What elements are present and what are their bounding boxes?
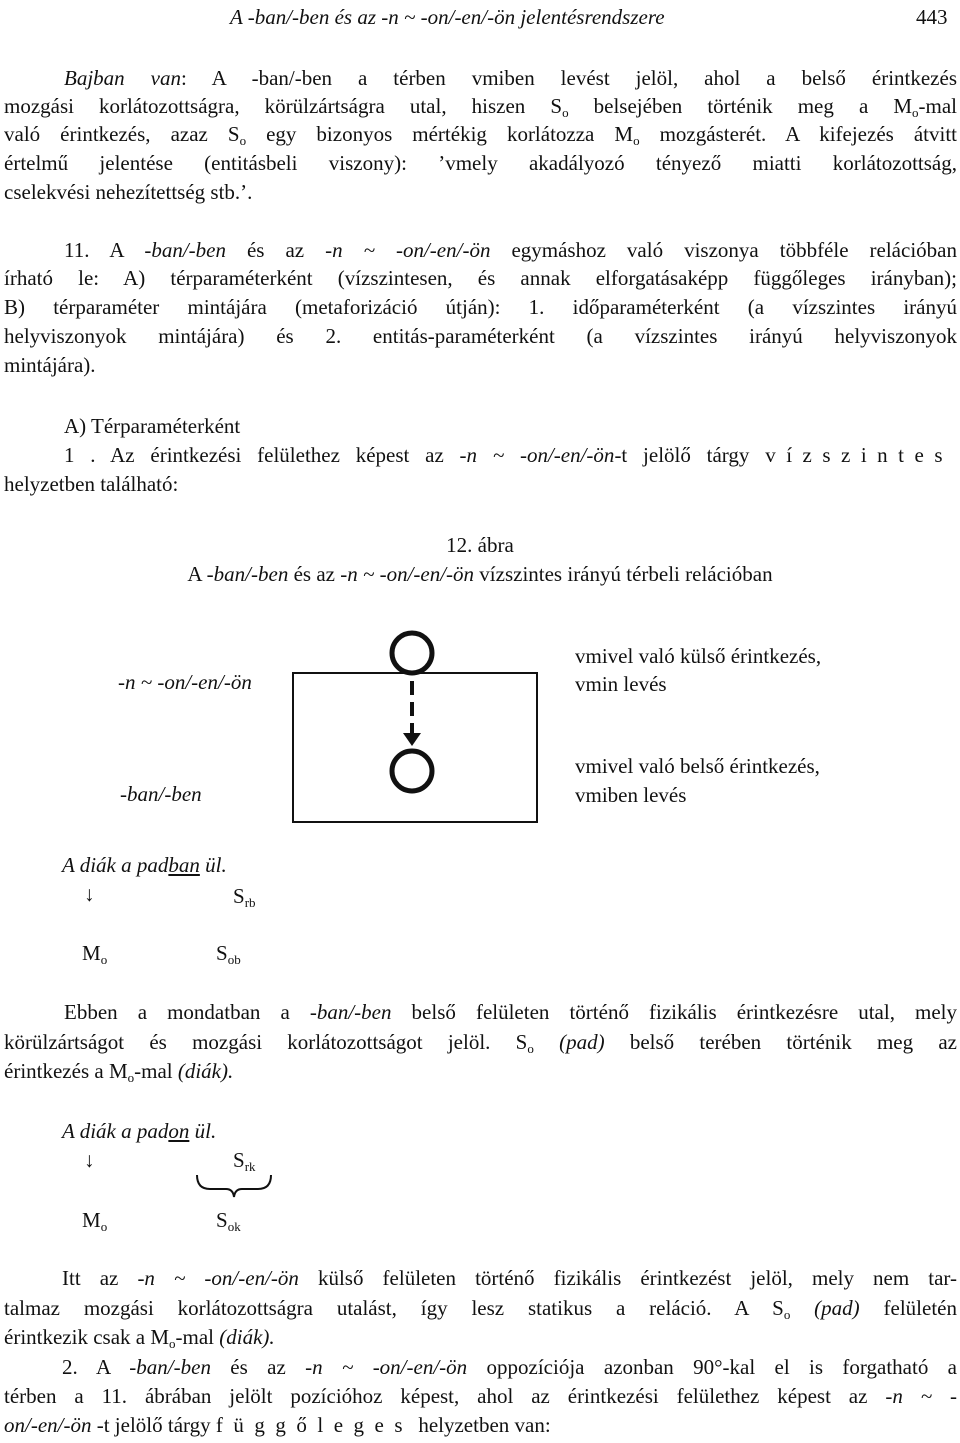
p2-line-2: írható le: A) térparaméterként (vízszintesen, és annak elforgatásaképp függőleges irányban); <box>4 266 957 290</box>
arrowhead <box>403 733 421 746</box>
label-n-suffix: -n ~ -on/-en/-ön <box>118 670 252 694</box>
outer-object-circle <box>392 633 432 673</box>
p3-line-1: Ebben a mondatban a -ban/-ben belső felületen történő fizikális érintkezésre utal, mely <box>64 1000 957 1024</box>
example1-sentence: A diák a padban ül. <box>62 853 227 877</box>
p4-line-3: érintkezik csak a $M_o$-mal (diák). <box>4 1325 275 1351</box>
example2-arrow: ↓ <box>84 1148 95 1172</box>
p3-line-2: körülzártságot és mozgási korlátozottságot jelöl. $S_o$ (pad) belső terében történik meg az <box>4 1030 957 1056</box>
example2-sentence: A diák a padon ül. <box>62 1119 217 1143</box>
label-external-contact: vmivel való külső érintkezés, vmin levés <box>575 644 822 696</box>
figure-number: 12. ábra <box>446 533 514 557</box>
surface-box <box>293 673 537 822</box>
brace-shape <box>197 1175 271 1197</box>
example1-m-o: $M_o$ <box>82 941 108 967</box>
p3-line-3: érintkezés a $M_o$-mal (diák). <box>4 1059 234 1085</box>
example1-s-rb: $S_{rb}$ <box>233 884 256 910</box>
p2-line-4: helyviszonyok mintájára) és 2. entitás-paraméterként (a vízszintes irányú helyviszonyok <box>4 324 957 348</box>
p2-line-1: 11. A -ban/-ben és az -n ~ -on/-en/-ön egymáshoz való viszonya többféle relációban <box>64 238 957 262</box>
section-line-2: helyzetben található: <box>4 472 179 496</box>
label-internal-contact: vmivel való belső érintkezés, vmiben levés <box>575 754 820 807</box>
p1-line-4: értelmű jelentése (entitásbeli viszony): ’vmely akadályozó tényező miatti korlátozottság, <box>4 151 957 175</box>
example1-arrow: ↓ <box>84 882 95 906</box>
p1-line-2: mozgási korlátozottságra, körülzártságra utal, hiszen $S_o$ belsejében történik meg a $M_o$-mal <box>4 94 958 120</box>
p1-line-3: való érintkezés, azaz $S_o$ egy bizonyos mértékig korlátozza $M_o$ mozgásterét. A kifejezés átvitt <box>4 122 957 148</box>
section-line-1: 1 . Az érintkezési felülethez képest az -n ~ -on/-en/-ön-t jelölő tárgy vízszintes <box>64 443 954 467</box>
p5-line-2: térben a 11. ábrában jelölt pozícióhoz képest, ahol az érintkezési felülethez képest az -n ~ - <box>4 1384 957 1408</box>
p1-line-1: Bajban van: A -ban/-ben a térben vmiben levést jelöl, ahol a belső érintkezés <box>64 66 957 90</box>
p5-line-3: on/-en/-ön -t jelölő tárgy függőleges helyzetben van: <box>4 1413 551 1437</box>
p2-line-5: mintájára). <box>4 353 96 377</box>
example2-s-rk: $S_{rk}$ <box>233 1148 256 1174</box>
example1-s-ob: $S_{ob}$ <box>216 941 241 967</box>
p2-line-3: B) térparaméter mintájára (metaforizáció útján): 1. időparaméterként (a vízszintes irányú <box>4 295 957 319</box>
p5-line-1: 2. A -ban/-ben és az -n ~ -on/-en/-ön oppozíciója azonban 90°-kal el is forgatható a <box>62 1355 957 1379</box>
figure-caption: A -ban/-ben és az -n ~ -on/-en/-ön vízszintes irányú térbeli relációban <box>187 562 773 586</box>
example2-s-ok: $S_{ok}$ <box>216 1208 241 1234</box>
p1-line-5: cselekvési nehezítettség stb.’. <box>4 180 253 204</box>
running-title: A -ban/-ben és az -n ~ -on/-en/-ön jelentésrendszere <box>230 5 665 29</box>
page-number: 443 <box>916 5 948 29</box>
p4-line-1: Itt az -n ~ -on/-en/-ön külső felületen történő fizikális érintkezést jelöl, mely nem tar- <box>62 1266 957 1290</box>
inner-object-circle <box>392 751 432 791</box>
p4-line-2: talmaz mozgási korlátozottságra utalást, így lesz statikus a reláció. A $S_o$ (pad) felületén <box>4 1296 957 1322</box>
label-ban-suffix: -ban/-ben <box>120 782 202 806</box>
section-heading: A) Térparaméterként <box>64 414 241 438</box>
example2-m-o: $M_o$ <box>82 1208 108 1234</box>
